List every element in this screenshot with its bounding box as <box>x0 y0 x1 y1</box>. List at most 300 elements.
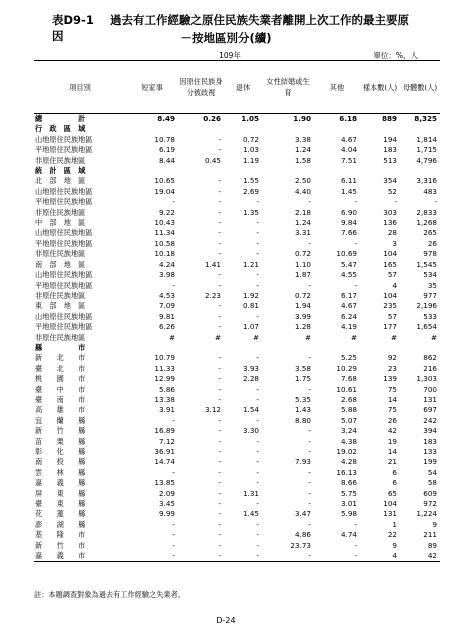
cell-c1: - <box>172 467 175 477</box>
cell-c6: 4 <box>360 551 400 562</box>
cell-c6: 513 <box>383 155 397 165</box>
cell-c7: 862 <box>423 353 437 363</box>
cell-c3: 1.54 <box>242 405 259 415</box>
row-label: 平地原住民族地區 <box>35 145 93 155</box>
table-row <box>34 395 440 405</box>
cell-c1: 16.89 <box>154 426 175 436</box>
cell-c7: - <box>434 197 437 207</box>
table-subtitle: －按地區別分(續) <box>180 31 272 45</box>
cell-c3: 0.81 <box>242 301 259 311</box>
table-row <box>34 270 440 280</box>
cell-c2: - <box>218 218 221 228</box>
cell-c3: 1.03 <box>242 145 259 155</box>
cell-c4: 1.90 <box>293 114 311 123</box>
cell-c1: - <box>172 540 175 550</box>
cell-c3: - <box>256 457 259 467</box>
cell-c4: 1.43 <box>294 405 311 415</box>
cell-c6: - <box>394 197 397 207</box>
cell-c1: 10.78 <box>154 134 175 144</box>
cell-c3: - <box>256 447 259 456</box>
cell-c1: - <box>172 415 175 425</box>
cell-c7: 483 <box>423 186 437 196</box>
cell-c3: - <box>256 280 259 290</box>
cell-c3: # <box>252 332 259 342</box>
cell-c5: 1.45 <box>340 186 357 196</box>
cell-c4: - <box>308 197 311 207</box>
row-label: 非原住民族地區 <box>35 332 86 342</box>
table-row <box>34 551 440 562</box>
cell-c3: 1.45 <box>242 509 259 519</box>
cell-c1: 10.18 <box>154 249 175 259</box>
cell-c1: 9.22 <box>158 207 175 217</box>
cell-c7: 1,715 <box>416 145 437 155</box>
cell-c5: 3.01 <box>340 499 357 509</box>
cell-c6: 136 <box>383 218 397 228</box>
cell-c2: - <box>218 176 221 186</box>
page-number: D-24 <box>216 616 236 625</box>
cell-c1: 4.24 <box>158 259 175 269</box>
cell-c2: - <box>218 499 221 509</box>
row-label: 山地原住民族地區 <box>35 270 93 280</box>
cell-c2: - <box>218 426 221 436</box>
cell-c7: 2,833 <box>416 207 437 217</box>
cell-c7: # <box>430 332 437 342</box>
row-label: 非原住民族地區 <box>35 249 86 259</box>
cell-c2: - <box>218 301 221 311</box>
col-c2: 因原住民族身分被歧視 <box>179 77 223 97</box>
cell-c2: - <box>218 228 221 238</box>
cell-c6: 52 <box>387 186 397 196</box>
cell-c5 <box>314 124 360 134</box>
table-row <box>34 291 440 301</box>
cell-c1: - <box>172 519 175 529</box>
cell-c7: 533 <box>423 311 437 321</box>
cell-c1: 9.99 <box>158 509 175 519</box>
cell-c7: 183 <box>423 436 437 446</box>
cell-c3: - <box>256 499 259 509</box>
cell-c2: - <box>218 540 221 550</box>
cell-c1: 9.81 <box>158 311 175 321</box>
cell-c4: 1.24 <box>294 145 311 155</box>
row-label: 澎 湖 縣 <box>35 519 86 529</box>
cell-c5: 3.24 <box>340 426 357 436</box>
cell-c5: 6.90 <box>340 207 357 217</box>
cell-c1: 12.99 <box>154 374 175 384</box>
cell-c2: - <box>218 509 221 519</box>
row-label: 臺 北 市 <box>35 363 86 373</box>
cell-c5: 19.02 <box>336 447 357 456</box>
table-row <box>34 468 440 478</box>
cell-c6: 23 <box>387 363 397 373</box>
cell-c7: 133 <box>423 447 437 456</box>
cell-c6: 75 <box>387 405 397 415</box>
cell-c7: 42 <box>400 551 440 562</box>
cell-c7: 54 <box>427 467 437 477</box>
cell-c3: 1.21 <box>242 259 259 269</box>
cell-c5: 7.51 <box>340 155 357 165</box>
row-label: 嘉 義 縣 <box>35 478 86 488</box>
cell-c4: - <box>308 519 311 529</box>
cell-c5: 5.75 <box>340 488 357 498</box>
cell-c2: - <box>218 280 221 290</box>
cell-c3: - <box>224 551 262 562</box>
cell-c6: 14 <box>387 447 397 456</box>
cell-c6: 889 <box>381 114 397 123</box>
cell-c2: - <box>218 415 221 425</box>
cell-c7 <box>400 124 440 134</box>
table-row <box>34 145 440 155</box>
cell-c2: - <box>218 311 221 321</box>
cell-c6: 9 <box>392 540 397 550</box>
row-label: 平地原住民族地區 <box>35 322 93 332</box>
cell-c3: 0.72 <box>242 134 259 144</box>
table-code: 表D9-1 <box>52 13 94 27</box>
cell-c5: # <box>350 332 357 342</box>
cell-c4: - <box>308 426 311 436</box>
cell-c5: 4.67 <box>340 301 357 311</box>
cell-c6: 57 <box>387 270 397 280</box>
cell-c4: - <box>308 384 311 394</box>
cell-c5: 6.18 <box>339 114 357 123</box>
cell-c6: 28 <box>387 228 397 238</box>
cell-c3: - <box>256 415 259 425</box>
cell-c7: 2,196 <box>416 301 437 311</box>
table-row <box>34 114 440 125</box>
cell-c3 <box>224 343 262 353</box>
row-label: 桃 園 市 <box>35 374 86 384</box>
table-row <box>34 364 440 374</box>
year-label: 109年 <box>219 51 241 60</box>
row-label: 臺 中 市 <box>35 384 86 394</box>
col-c4: 女性結婚或生育 <box>266 77 310 97</box>
row-label: 高 雄 市 <box>35 405 86 415</box>
cell-c2: - <box>218 519 221 529</box>
table-row <box>34 541 440 551</box>
cell-c2: - <box>218 363 221 373</box>
cell-c2: - <box>218 467 221 477</box>
cell-c5: 4.55 <box>340 270 357 280</box>
row-label: 花 蓮 縣 <box>35 509 86 519</box>
cell-c1: 11.34 <box>154 228 175 238</box>
cell-c6: 303 <box>383 207 397 217</box>
cell-c1: - <box>126 551 178 562</box>
cell-c3: 1.19 <box>242 155 259 165</box>
cell-c7: 978 <box>423 249 437 259</box>
cell-c5: 4.04 <box>340 145 357 155</box>
cell-c4: 8.80 <box>294 415 311 425</box>
table-title-text: 過去有工作經驗之原住民族失業者離開上次工作的最主要原因 <box>52 13 409 43</box>
row-label: 雲 林 縣 <box>35 467 86 477</box>
cell-c2: 0.45 <box>204 155 221 165</box>
row-label: 山地原住民族地區 <box>35 228 93 238</box>
cell-c3: - <box>256 467 259 477</box>
cell-c3: 1.92 <box>242 290 259 300</box>
cell-c5: 2.68 <box>340 394 357 404</box>
cell-c4: 7.93 <box>294 457 311 467</box>
cell-c3: - <box>256 197 259 207</box>
cell-c1: 3.98 <box>158 270 175 280</box>
cell-c7 <box>400 343 440 353</box>
cell-c1: 8.49 <box>157 114 175 123</box>
row-label: 南 部 地 區 <box>35 259 86 269</box>
cell-c5: 4.67 <box>340 134 357 144</box>
cell-c6: 14 <box>387 394 397 404</box>
cell-c5: 7.68 <box>340 374 357 384</box>
table-row <box>34 353 440 363</box>
row-label: 行 政 區 域 <box>35 124 86 134</box>
cell-c7: 3,316 <box>416 176 437 186</box>
cell-c1: 10.79 <box>154 353 175 363</box>
row-label: 新 北 市 <box>35 353 86 363</box>
cell-c6 <box>360 166 400 176</box>
cell-c7: 609 <box>423 488 437 498</box>
row-label: 非原住民族地區 <box>35 290 86 300</box>
cell-c5: 5.47 <box>340 259 357 269</box>
cell-c4: 5.35 <box>294 394 311 404</box>
col-c7: 母體數(人) <box>402 82 438 92</box>
cell-c3: 2.69 <box>242 186 259 196</box>
cell-c7: 211 <box>423 530 437 540</box>
cell-c2: - <box>218 478 221 488</box>
cell-c2: - <box>218 374 221 384</box>
cell-c1: - <box>172 197 175 207</box>
cell-c2 <box>178 166 224 176</box>
cell-c3: - <box>256 540 259 550</box>
cell-c7: 1,268 <box>416 218 437 228</box>
row-label: 臺 南 市 <box>35 394 86 404</box>
cell-c2: - <box>218 197 221 207</box>
cell-c6: 104 <box>383 290 397 300</box>
table-row <box>34 499 440 509</box>
cell-c3: - <box>256 218 259 228</box>
cell-c5: 4.28 <box>340 457 357 467</box>
cell-c4 <box>262 343 314 353</box>
cell-c4: - <box>308 353 311 363</box>
cell-c3: - <box>256 530 259 540</box>
cell-c6: 139 <box>383 374 397 384</box>
cell-c4: 23.73 <box>290 540 311 550</box>
cell-c1: 10.43 <box>154 218 175 228</box>
cell-c6: 183 <box>383 145 397 155</box>
unit-label: 單位：%，人 <box>373 51 418 60</box>
cell-c1: 6.26 <box>158 322 175 332</box>
cell-c6: 4 <box>392 280 397 290</box>
cell-c6: 57 <box>387 311 397 321</box>
cell-c4: 3.99 <box>294 311 311 321</box>
table-row <box>34 437 440 447</box>
cell-c6: 42 <box>387 426 397 436</box>
table-row <box>34 385 440 395</box>
table-row <box>34 457 440 467</box>
row-label: 新 竹 市 <box>35 540 86 550</box>
cell-c1: 10.65 <box>154 176 175 186</box>
row-label: 彰 化 縣 <box>35 447 86 456</box>
cell-c6: 26 <box>387 415 397 425</box>
table-row <box>34 405 440 415</box>
cell-c4: 3.31 <box>294 228 311 238</box>
cell-c4 <box>262 166 314 176</box>
cell-c6: 194 <box>383 134 397 144</box>
cell-c2: 1.41 <box>204 259 221 269</box>
cell-c7: 1,224 <box>416 509 437 519</box>
cell-c6: 104 <box>383 499 397 509</box>
cell-c6: 6 <box>392 478 397 488</box>
table-row <box>34 509 440 519</box>
table-row <box>34 156 440 166</box>
row-label: 非原住民族地區 <box>35 207 86 217</box>
cell-c4: 1.58 <box>294 155 311 165</box>
cell-c2: - <box>178 551 224 562</box>
cell-c7: 26 <box>427 238 437 248</box>
cell-c7: 977 <box>423 290 437 300</box>
cell-c5: - <box>354 238 357 248</box>
cell-c2: - <box>218 207 221 217</box>
cell-c2: - <box>218 249 221 259</box>
cell-c3: - <box>256 238 259 248</box>
table-row <box>34 218 440 228</box>
cell-c1 <box>126 166 178 176</box>
header-row <box>34 61 440 114</box>
col-c5: 其他 <box>329 82 345 92</box>
table-row <box>34 249 440 259</box>
cell-c3: 1.07 <box>242 322 259 332</box>
cell-c5: 5.88 <box>340 405 357 415</box>
cell-c7 <box>400 166 440 176</box>
cell-c1: - <box>172 530 175 540</box>
table-row <box>34 520 440 530</box>
cell-c7: 394 <box>423 426 437 436</box>
cell-c7: 216 <box>423 363 437 373</box>
cell-c6: # <box>390 332 397 342</box>
table-body <box>34 114 440 562</box>
cell-c3: 2.28 <box>242 374 259 384</box>
cell-c1: 2.09 <box>158 488 175 498</box>
cell-c2: 2.23 <box>204 290 221 300</box>
cell-c2: - <box>218 530 221 540</box>
row-label: 宜 蘭 縣 <box>35 415 86 425</box>
cell-c4: 3.58 <box>294 363 311 373</box>
cell-c1: 7.09 <box>158 301 175 311</box>
cell-c1: 3.45 <box>158 499 175 509</box>
cell-c1: 7.12 <box>158 436 175 446</box>
cell-c6: 177 <box>383 322 397 332</box>
cell-c3: - <box>256 353 259 363</box>
cell-c5: 6.17 <box>340 290 357 300</box>
table-row <box>34 187 440 197</box>
cell-c5: 5.25 <box>340 353 357 363</box>
cell-c5: 5.07 <box>340 415 357 425</box>
row-label: 南 投 縣 <box>35 457 86 467</box>
cell-c4: 2.18 <box>294 207 311 217</box>
cell-c3: 1.55 <box>242 176 259 186</box>
cell-c6: 3 <box>392 238 397 248</box>
row-label: 非原住民族地區 <box>35 155 86 165</box>
cell-c4: 3.47 <box>294 509 311 519</box>
col-c3: 退休 <box>235 82 251 92</box>
cell-c1: 13.85 <box>154 478 175 488</box>
cell-c1 <box>126 343 178 353</box>
cell-c4: 1.10 <box>294 259 311 269</box>
cell-c5: 16.13 <box>336 467 357 477</box>
cell-c7: 58 <box>427 478 437 488</box>
cell-c4: - <box>262 551 314 562</box>
data-table <box>34 60 440 562</box>
cell-c3: - <box>256 311 259 321</box>
cell-c4: 1.87 <box>294 270 311 280</box>
table-row <box>34 374 440 384</box>
cell-c4: 1.24 <box>294 218 311 228</box>
cell-c5: 7.66 <box>340 228 357 238</box>
cell-c7: 534 <box>423 270 437 280</box>
cell-c6: 1 <box>392 519 397 529</box>
cell-c5: - <box>354 519 357 529</box>
cell-c7: 700 <box>423 384 437 394</box>
cell-c4: 1.75 <box>294 374 311 384</box>
cell-c6: 131 <box>383 509 397 519</box>
row-label: 臺 東 縣 <box>35 499 86 509</box>
cell-c3: 1.05 <box>241 114 259 123</box>
cell-c2: - <box>218 436 221 446</box>
cell-c1: # <box>168 332 175 342</box>
row-label: 屏 東 縣 <box>35 488 86 498</box>
cell-c7: 1,303 <box>416 374 437 384</box>
cell-c4: 1.28 <box>294 322 311 332</box>
cell-c2: - <box>218 353 221 363</box>
cell-c1: - <box>172 280 175 290</box>
table-row <box>34 197 440 207</box>
cell-c3: - <box>256 384 259 394</box>
cell-c1: 10.58 <box>154 238 175 248</box>
row-label: 平地原住民族地區 <box>35 197 93 207</box>
cell-c7: 8,325 <box>414 114 437 123</box>
cell-c1: 4.53 <box>158 290 175 300</box>
cell-c5: 4.38 <box>340 436 357 446</box>
cell-c1: 5.86 <box>158 384 175 394</box>
table-row <box>34 312 440 322</box>
cell-c6: 92 <box>387 353 397 363</box>
table-row <box>34 447 440 457</box>
cell-c4: - <box>308 280 311 290</box>
row-label: 新 竹 縣 <box>35 426 86 436</box>
cell-c3: 3.30 <box>242 426 259 436</box>
cell-c2: - <box>218 447 221 456</box>
cell-c6: 19 <box>387 436 397 446</box>
cell-c5: 9.84 <box>340 218 357 228</box>
cell-c7: 4,796 <box>416 155 437 165</box>
cell-c6: 65 <box>387 488 397 498</box>
cell-c3: 1.35 <box>242 207 259 217</box>
cell-c4: - <box>308 499 311 509</box>
cell-c1: 6.19 <box>158 145 175 155</box>
table-row <box>34 124 440 134</box>
cell-c5: 10.29 <box>336 363 357 373</box>
cell-c4: 2.50 <box>294 176 311 186</box>
cell-c7: 1,814 <box>416 134 437 144</box>
cell-c2: - <box>218 394 221 404</box>
table-row <box>34 135 440 145</box>
cell-c2: - <box>218 384 221 394</box>
cell-c6 <box>360 124 400 134</box>
cell-c6: 21 <box>387 457 397 467</box>
cell-c7: 9 <box>432 519 437 529</box>
cell-c6: 104 <box>383 249 397 259</box>
cell-c7: 1,654 <box>416 322 437 332</box>
table-row <box>34 208 440 218</box>
cell-c3 <box>224 124 262 134</box>
cell-c7: 972 <box>423 499 437 509</box>
cell-c4: 0.72 <box>294 290 311 300</box>
row-label: 中 部 地 區 <box>35 218 86 228</box>
